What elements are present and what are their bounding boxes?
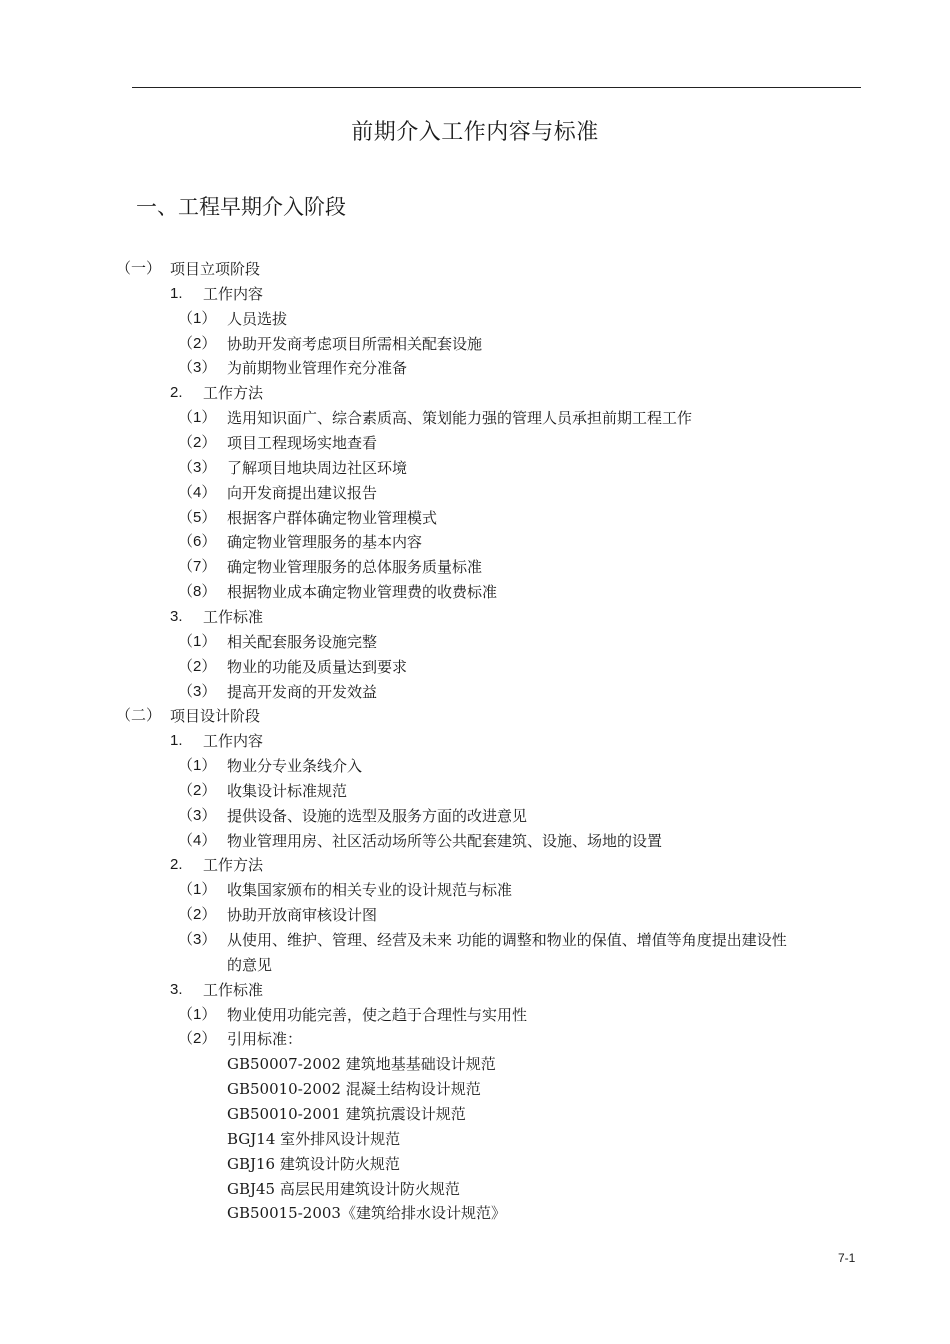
item-marker: 3. [170,607,183,625]
item-marker: （4） [178,483,217,501]
item-text: 工作标准 [203,607,264,626]
item-text: 工作标准 [203,980,264,999]
item-marker: （7） [178,558,217,576]
item-text: 协助开发商考虑项目所需相关配套设施 [227,334,483,353]
item-marker: （一） [116,260,162,277]
item-text: 项目立项阶段 [170,260,261,278]
item-text: 确定物业管理服务的总体服务质量标准 [227,558,483,577]
item-text: 从使用、维护、管理、经营及未来 功能的调整和物业的保值、增值等角度提出建设性 [227,931,787,949]
item-text: 根据物业成本确定物业管理费的收费标准 [227,583,498,601]
item-marker: （2） [178,657,217,675]
item-text: 项目设计阶段 [170,707,261,726]
item-text: 物业分专业条线介入 [227,757,363,775]
item-text: 工作方法 [203,384,264,403]
section-heading: 一、工程早期介入阶段 [136,195,346,219]
item-text: 选用知识面广、综合素质高、策划能力强的管理人员承担前期工程工作 [227,409,693,428]
item-text: 引用标准： [227,1030,303,1049]
item-marker: 1. [170,732,183,750]
item-text: 工作内容 [203,284,264,303]
item-text: 项目工程现场实地查看 [227,434,378,452]
item-text: 了解项目地块周边社区环境 [227,458,408,477]
item-marker: （1） [178,1005,217,1023]
item-text: 物业使用功能完善，使之趋于合理性与实用性 [227,1005,528,1024]
item-marker: 2. [170,856,183,874]
item-marker: （3） [178,682,217,700]
item-marker: 1. [170,284,183,302]
item-text: 收集设计标准规范 [227,781,348,800]
document-title: 前期介入工作内容与标准 [351,120,599,145]
item-text: 协助开放商审核设计图 [227,906,378,925]
item-marker: （1） [178,632,217,650]
item-marker: （5） [178,508,217,526]
item-marker: （2） [178,334,217,352]
item-marker: （二） [116,707,162,725]
item-text: 物业管理用房、社区活动场所等公共配套建筑、设施、场地的设置 [227,831,663,850]
item-marker: （6） [178,533,217,551]
item-text: 的意见 [227,955,273,974]
item-text: 物业的功能及质量达到要求 [227,657,408,676]
item-text: 为前期物业管理作充分准备 [227,359,408,378]
item-marker: （2） [178,906,217,924]
item-text: GB50015-2003《建筑给排水设计规范》 [227,1204,506,1223]
item-text: 确定物业管理服务的基本内容 [227,533,423,552]
item-text: GB50010-2001 建筑抗震设计规范 [227,1104,466,1123]
item-text: BGJ14 室外排风设计规范 [227,1129,401,1148]
item-marker: （1） [178,309,217,327]
item-text: GB50007-2002 建筑地基基础设计规范 [227,1055,496,1074]
item-text: 工作方法 [203,856,264,875]
item-text: 提供设备、设施的选型及服务方面的改进意见 [227,806,528,825]
item-text: 根据客户群体确定物业管理模式 [227,508,438,527]
item-marker: （1） [178,409,217,427]
item-text: 人员选拔 [227,309,288,328]
item-marker: 2. [170,384,183,402]
item-marker: （1） [178,881,217,899]
item-text: GB50010-2002 混凝土结构设计规范 [227,1080,481,1099]
item-marker: （3） [178,458,217,476]
item-marker: （2） [178,434,217,451]
item-text: 相关配套服务设施完整 [227,632,378,651]
item-marker: （1） [178,757,217,774]
item-marker: （2） [178,1030,217,1048]
item-text: 收集国家颁布的相关专业的设计规范与标准 [227,881,513,900]
header-rule [132,87,861,88]
item-text: 工作内容 [203,732,264,751]
item-marker: 3. [170,980,183,998]
item-text: 提高开发商的开发效益 [227,682,378,701]
item-marker: （3） [178,931,217,948]
item-marker: （3） [178,359,217,377]
item-marker: （8） [178,583,217,600]
page-number: 7-1 [838,1251,856,1265]
item-marker: （4） [178,831,217,849]
item-text: 向开发商提出建议报告 [227,483,378,502]
item-marker: （2） [178,781,217,799]
item-marker: （3） [178,806,217,824]
item-text: GBJ16 建筑设计防火规范 [227,1154,400,1173]
item-text: GBJ45 高层民用建筑设计防火规范 [227,1179,460,1198]
